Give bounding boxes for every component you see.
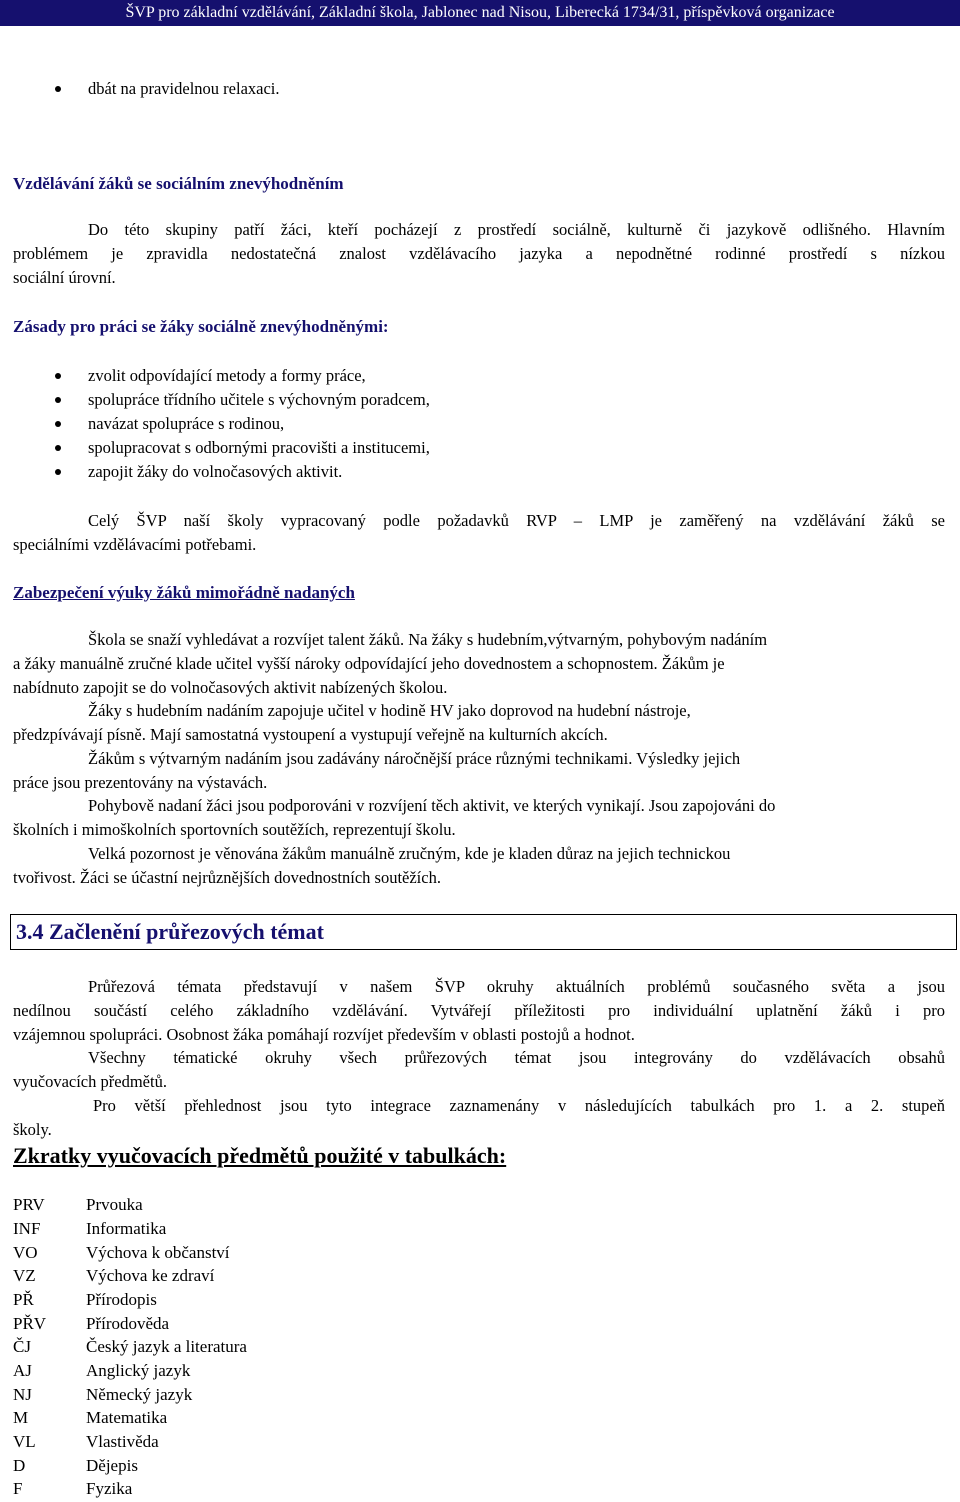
abbreviation-code: ČJ (13, 1337, 31, 1356)
abbreviation-name: Anglický jazyk (86, 1361, 191, 1380)
bullet-icon (55, 469, 61, 475)
section-line: Všechny tématické okruhy všech průřezových témat jsou integrovány do vzdělávacích obsahů (88, 1048, 945, 1067)
abbreviation-row (13, 1477, 413, 1501)
abbreviation-code: INF (13, 1219, 41, 1238)
gifted-heading: Zabezpečení výuky žáků mimořádně nadaných (13, 583, 355, 602)
gifted-line: a žáky manuálně zručné klade učitel vyšší nároky odpovídající jeho dovednostem a schopnostem. Žákům je (13, 654, 725, 673)
abbreviation-name: Informatika (86, 1219, 167, 1238)
section-line: nedílnou součástí celého základního vzdělávání. Vytvářejí příležitosti pro individuální uplatnění žáků i pro (13, 1001, 945, 1020)
gifted-line: Žákům s výtvarným nadáním jsou zadávány náročnější práce různými technikami. Výsledky jejich (88, 749, 741, 768)
abbreviation-row (13, 1454, 413, 1478)
gifted-line: Žáky s hudebním nadáním zapojuje učitel v hodině HV jako doprovod na hudební nástroje, (88, 701, 691, 720)
social-paragraph-line: sociální úrovní. (13, 268, 116, 287)
abbreviation-name: Výchova k občanství (86, 1243, 230, 1262)
abbreviation-row (13, 1217, 413, 1241)
abbreviation-row (13, 1312, 413, 1336)
abbreviation-row (13, 1264, 413, 1288)
section-line: vyučovacích předmětů. (13, 1072, 167, 1091)
gifted-line: práce jsou prezentovány na výstavách. (13, 773, 268, 792)
bullet-icon (55, 397, 61, 403)
abbreviation-row (13, 1430, 413, 1454)
social-paragraph-line: Do této skupiny patří žáci, kteří pocházejí z prostředí sociálně, kulturně či jazykově odlišného. Hlavním (88, 220, 945, 239)
abbreviation-row (13, 1193, 413, 1217)
gifted-line: Velká pozornost je věnována žákům manuálně zručným, kde je kladen důraz na jejich technickou (88, 844, 731, 863)
section-line: školy. (13, 1120, 52, 1139)
abbreviation-name: Dějepis (86, 1456, 138, 1475)
abbreviation-code: NJ (13, 1385, 32, 1404)
abbreviation-name: Přírodověda (86, 1314, 170, 1333)
closing-line: speciálními vzdělávacími potřebami. (13, 535, 257, 554)
abbreviation-name: Německý jazyk (86, 1385, 193, 1404)
social-heading: Vzdělávání žáků se sociálním znevýhodněním (13, 174, 344, 193)
bullet-icon (55, 421, 61, 427)
section-line: Pro větší přehlednost jsou tyto integrace zaznamenány v následujících tabulkách pro 1. a 2. stupeň (93, 1096, 945, 1115)
abbreviation-code: PŘV (13, 1314, 47, 1333)
abbreviation-row (13, 1288, 413, 1312)
abbreviation-name: Výchova ke zdraví (86, 1266, 215, 1285)
abbreviation-code: VL (13, 1432, 36, 1451)
abbreviation-code: PRV (13, 1195, 45, 1214)
principles-heading: Zásady pro práci se žáky sociálně znevýhodněnými: (13, 317, 389, 336)
abbreviation-code: D (13, 1456, 26, 1475)
abbreviation-name: Český jazyk a literatura (86, 1337, 247, 1356)
abbreviation-code: F (13, 1479, 23, 1498)
principle-item: zvolit odpovídající metody a formy práce, (88, 366, 366, 385)
bullet-icon (55, 445, 61, 451)
section-title-box (10, 914, 957, 950)
closing-line: Celý ŠVP naší školy vypracovaný podle požadavků RVP – LMP je zaměřený na vzdělávání žáků se (88, 511, 945, 530)
abbreviation-name: Prvouka (86, 1195, 143, 1214)
gifted-line: tvořivost. Žáci se účastní nejrůznějších dovednostních soutěžích. (13, 868, 441, 887)
principle-item: spolupráce třídního učitele s výchovným poradcem, (88, 390, 430, 409)
gifted-line: nabídnuto zapojit se do volnočasových aktivit nabízených školou. (13, 678, 448, 697)
abbreviation-code: PŘ (13, 1290, 34, 1309)
principle-item: spolupracovat s odbornými pracovišti a institucemi, (88, 438, 430, 457)
gifted-line: školních i mimoškolních sportovních soutěžích, reprezentují školu. (13, 820, 456, 839)
abbreviation-name: Matematika (86, 1408, 168, 1427)
abbreviation-name: Vlastivěda (86, 1432, 159, 1451)
abbreviation-name: Přírodopis (86, 1290, 157, 1309)
abbreviation-code: VO (13, 1243, 38, 1262)
abbreviation-row (13, 1241, 413, 1265)
document-header: ŠVP pro základní vzdělávání, Základní škola, Jablonec nad Nisou, Liberecká 1734/31, příspěvková organizace (0, 0, 960, 26)
principle-item: zapojit žáky do volnočasových aktivit. (88, 462, 343, 481)
gifted-line: Pohybově nadaní žáci jsou podporováni v rozvíjení těch aktivit, ve kterých vynikají. Jsou zapojováni do (88, 796, 776, 815)
abbreviation-row (13, 1335, 413, 1359)
abbreviation-row (13, 1359, 413, 1383)
section-title: 3.4 Začlenění průřezových témat (16, 919, 324, 944)
gifted-line: Škola se snaží vyhledávat a rozvíjet talent žáků. Na žáky s hudebním,výtvarným, pohybovým nadáním (88, 630, 768, 649)
abbreviation-code: VZ (13, 1266, 36, 1285)
gifted-line: předzpívávají písně. Mají samostatná vystoupení a vystupují veřejně na kulturních akcích. (13, 725, 608, 744)
abbreviation-name: Fyzika (86, 1479, 133, 1498)
bullet-icon (55, 86, 61, 92)
abbreviation-code: AJ (13, 1361, 32, 1380)
bullet-icon (55, 373, 61, 379)
abbreviation-code: M (13, 1408, 29, 1427)
principle-item: navázat spolupráce s rodinou, (88, 414, 285, 433)
abbreviations-heading: Zkratky vyučovacích předmětů použité v tabulkách: (13, 1143, 507, 1168)
social-paragraph-line: problémem je zpravidla nedostatečná znalost vzdělávacího jazyka a nepodnětné rodinné prostředí s nízkou (13, 244, 945, 263)
intro-bullet-text: dbát na pravidelnou relaxaci. (88, 79, 280, 98)
section-line: Průřezová témata představují v našem ŠVP okruhy aktuálních problémů současného světa a jsou (88, 977, 945, 996)
abbreviation-row (13, 1406, 413, 1430)
section-line: vzájemnou spolupráci. Osobnost žáka pomáhají rozvíjet především v oblasti postojů a hodnot. (13, 1025, 635, 1044)
abbreviation-row (13, 1383, 413, 1407)
